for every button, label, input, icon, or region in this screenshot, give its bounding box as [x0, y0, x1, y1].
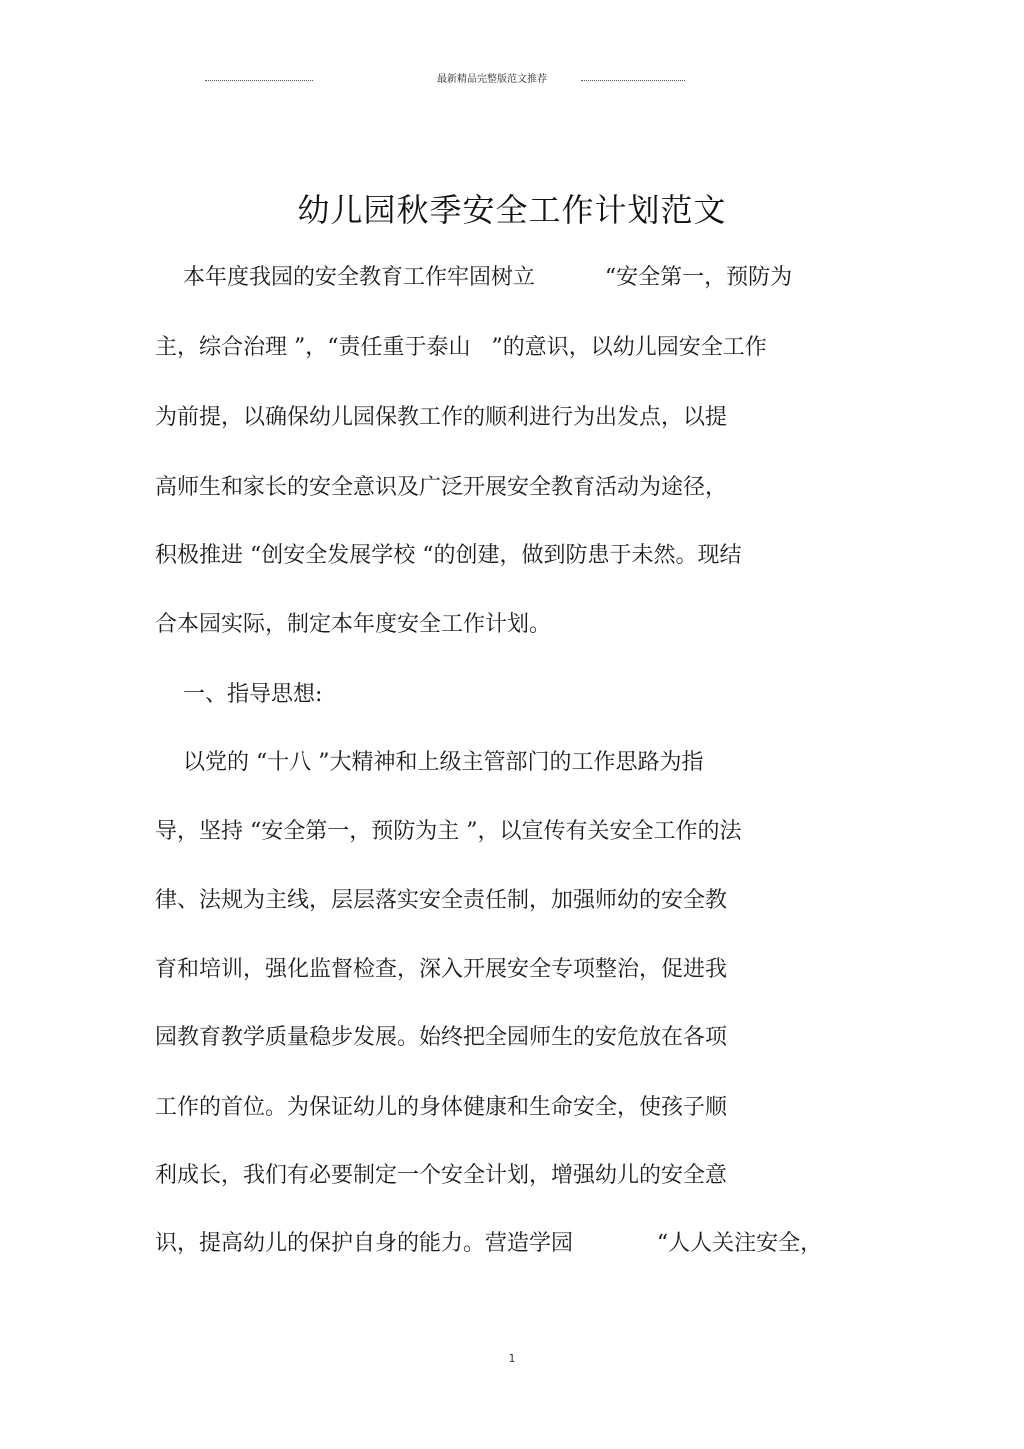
body-line: 合本园实际，制定本年度安全工作计划。: [155, 612, 552, 637]
body-line: 以党的 “十八 ”大精神和上级主管部门的工作思路为指: [155, 750, 704, 775]
body-line: 利成长，我们有必要制定一个安全计划，增强幼儿的安全意: [155, 1163, 728, 1188]
body-line: 识，提高幼儿的保护自身的能力。营造学园 “人人关注安全，: [155, 1231, 823, 1256]
header-text: 最新精品完整版范文推荐: [437, 74, 547, 85]
page-header: [205, 72, 685, 88]
body-line: 工作的首位。为保证幼儿的身体健康和生命安全，使孩子顺: [155, 1095, 728, 1120]
body-line: 高师生和家长的安全意识及广泛开展安全教育活动为途径，: [155, 475, 728, 500]
header-rule-right: [581, 80, 685, 81]
body-line: 积极推进 “创安全发展学校 “的创建，做到防患于未然。现结: [155, 543, 742, 568]
body-line: 育和培训，强化监督检查，深入开展安全专项整治，促进我: [155, 957, 728, 982]
page-number: 1: [508, 1352, 516, 1365]
body-line: 主，综合治理 ”，“责任重于泰山 ”的意识，以幼儿园安全工作: [155, 335, 767, 360]
body-line: 园教育教学质量稳步发展。始终把全园师生的安危放在各项: [155, 1025, 728, 1050]
document-title: 幼儿园秋季安全工作计划范文: [297, 191, 727, 229]
body-line: 导，坚持 “安全第一，预防为主 ”，以宣传有关安全工作的法: [155, 819, 742, 844]
body-line: 律、法规为主线，层层落实安全责任制，加强师幼的安全教: [155, 888, 728, 913]
body-line: 为前提，以确保幼儿园保教工作的顺利进行为出发点，以提: [155, 405, 728, 430]
section-heading: 一、指导思想:: [155, 682, 323, 707]
header-rule-left: [205, 80, 313, 81]
body-line: 本年度我园的安全教育工作牢固树立 “安全第一，预防为: [155, 265, 793, 290]
